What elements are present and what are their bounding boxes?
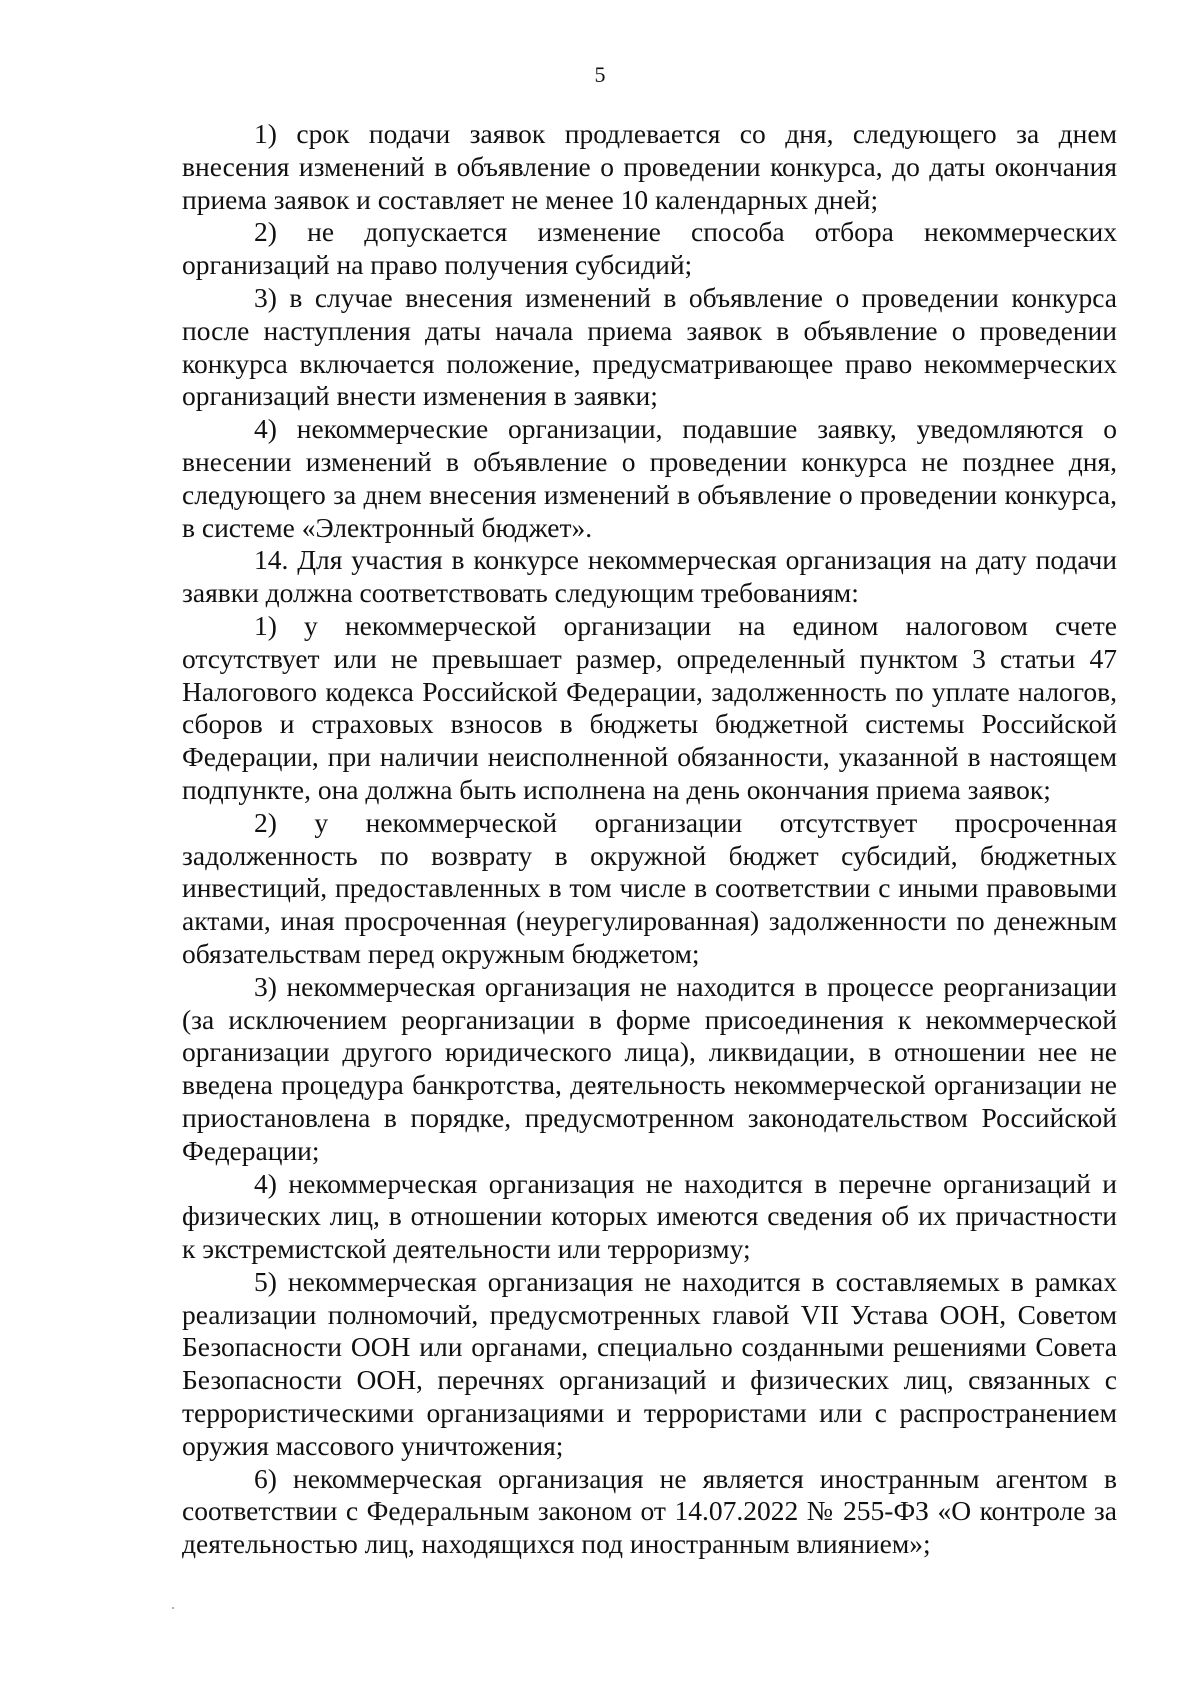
paragraph-requirement-3-reorganization: 3) некоммерческая организация не находится в процессе реорганизации (за исключением реорганизации в форме присоединения к некоммерческой организации другого юридического лица), ликвидации, в отношении нее не введена процедура банкротства, деятельность некоммерческой организации не приостановлена в порядке, предусмотренном законодательством Российской Федерации; bbox=[182, 970, 1117, 1166]
scan-speck bbox=[172, 1607, 174, 1609]
paragraph-clause-14: 14. Для участия в конкурсе некоммерческая организация на дату подачи заявки должна соответствовать следующим требованиям: bbox=[182, 544, 1117, 609]
document-body bbox=[182, 118, 1117, 1561]
paragraph-requirement-2-budget-debt: 2) у некоммерческой организации отсутствует просроченная задолженность по возврату в окружной бюджет субсидий, бюджетных инвестиций, предоставленных в том числе в соответствии с иными правовыми актами, иная просроченная (неурегулированная) задолженности по денежным обязательствам перед окружным бюджетом; bbox=[182, 806, 1117, 969]
paragraph-requirement-4-extremism-list: 4) некоммерческая организация не находится в перечне организаций и физических лиц, в отношении которых имеются сведения об их причастности к экстремистской деятельности или терроризму; bbox=[182, 1167, 1117, 1265]
paragraph-requirement-1-tax-debt: 1) у некоммерческой организации на едином налоговом счете отсутствует или не превышает размер, определенный пунктом 3 статьи 47 Налогового кодекса Российской Федерации, задолженность по уплате налогов, сборов и страховых взносов в бюджеты бюджетной системы Российской Федерации, при наличии неисполненной обязанности, указанной в настоящем подпункте, она должна быть исполнена на день окончания приема заявок; bbox=[182, 609, 1117, 805]
paragraph-item-3-application-changes: 3) в случае внесения изменений в объявление о проведении конкурса после наступления даты начала приема заявок в объявление о проведении конкурса включается положение, предусматривающее право некоммерческих организаций внести изменения в заявки; bbox=[182, 281, 1117, 412]
paragraph-item-2-selection-method: 2) не допускается изменение способа отбора некоммерческих организаций на право получения субсидий; bbox=[182, 216, 1117, 281]
page-number: 5 bbox=[594, 62, 606, 87]
paragraph-requirement-5-un-lists: 5) некоммерческая организация не находится в составляемых в рамках реализации полномочий, предусмотренных главой VII Устава ООН, Советом Безопасности ООН или органами, специально созданными решениями Совета Безопасности ООН, перечнях организаций и физических лиц, связанных с террористическими организациями и террористами или с распространением оружия массового уничтожения; bbox=[182, 1265, 1117, 1461]
paragraph-item-4-notification: 4) некоммерческие организации, подавшие заявку, уведомляются о внесении изменений в объявление о проведении конкурса не позднее дня, следующего за днем внесения изменений в объявление о проведении конкурса, в системе «Электронный бюджет». bbox=[182, 413, 1117, 543]
paragraph-item-1-deadline-extension: 1) срок подачи заявок продлевается со дня, следующего за днем внесения изменений в объявление о проведении конкурса, до даты окончания приема заявок и составляет не менее 10 календарных дней; bbox=[182, 118, 1117, 215]
paragraph-requirement-6-foreign-agent: 6) некоммерческая организация не является иностранным агентом в соответствии с Федеральным законом от 14.07.2022 № 255-ФЗ «О контроле за деятельностью лиц, находящихся под иностранным влиянием»; bbox=[182, 1462, 1117, 1560]
